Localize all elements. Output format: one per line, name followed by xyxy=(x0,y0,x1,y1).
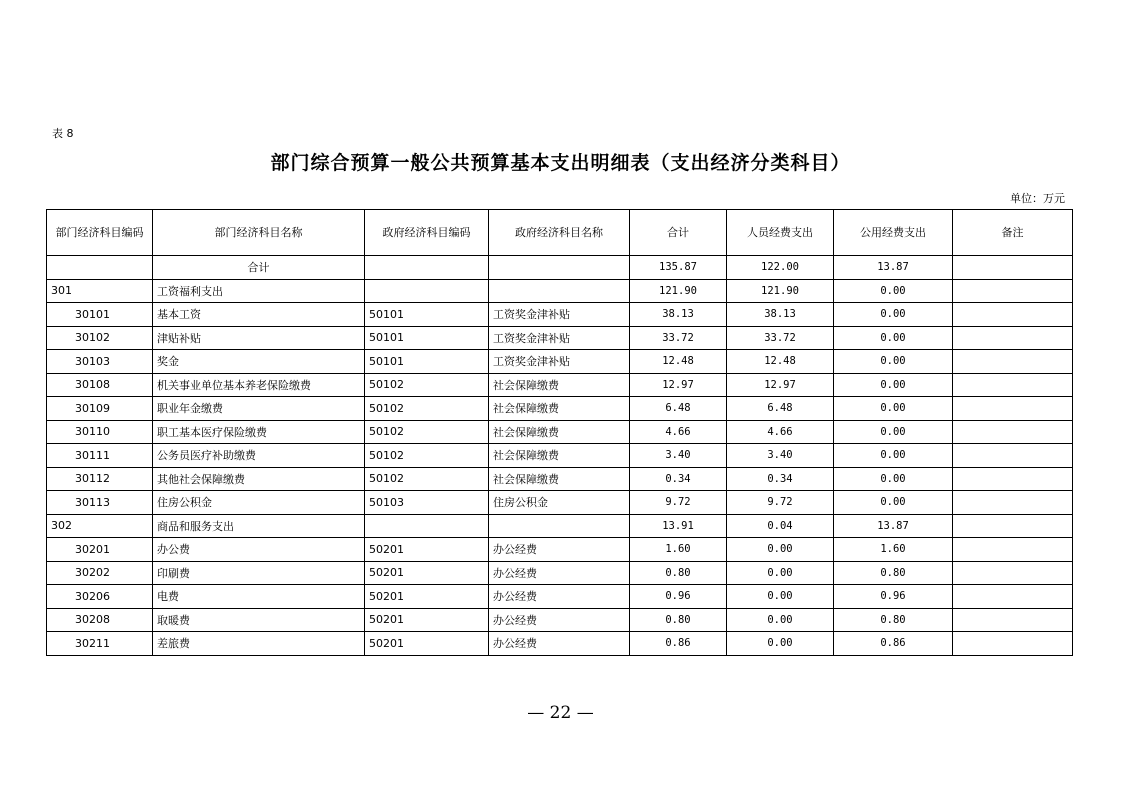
total-cell: 6.48 xyxy=(630,397,727,421)
table-row xyxy=(47,491,1073,515)
total-cell: 38.13 xyxy=(630,303,727,327)
name-cell: 奖金 xyxy=(153,350,365,374)
gov-code-cell: 50201 xyxy=(365,538,489,562)
public-cell: 0.00 xyxy=(834,350,953,374)
note-cell xyxy=(953,373,1073,397)
total-note-cell xyxy=(953,256,1073,280)
gov-name-cell xyxy=(489,279,630,303)
code-cell: 30208 xyxy=(47,608,153,632)
gov-name-cell: 办公经费 xyxy=(489,585,630,609)
note-cell xyxy=(953,467,1073,491)
name-cell: 津贴补贴 xyxy=(153,326,365,350)
note-cell xyxy=(953,397,1073,421)
personnel-cell: 0.04 xyxy=(727,514,834,538)
public-cell: 0.80 xyxy=(834,608,953,632)
gov-name-cell: 社会保障缴费 xyxy=(489,397,630,421)
public-cell: 0.00 xyxy=(834,420,953,444)
note-cell xyxy=(953,444,1073,468)
public-cell: 0.00 xyxy=(834,491,953,515)
table-row xyxy=(47,632,1073,656)
table-row xyxy=(47,420,1073,444)
personnel-cell: 6.48 xyxy=(727,397,834,421)
personnel-cell: 0.00 xyxy=(727,585,834,609)
total-cell: 3.40 xyxy=(630,444,727,468)
total-cell: 0.96 xyxy=(630,585,727,609)
header-cell: 公用经费支出 xyxy=(834,210,953,256)
gov-code-cell: 50103 xyxy=(365,491,489,515)
personnel-cell: 12.97 xyxy=(727,373,834,397)
public-cell: 0.00 xyxy=(834,444,953,468)
header-cell: 政府经济科目名称 xyxy=(489,210,630,256)
gov-name-cell: 社会保障缴费 xyxy=(489,420,630,444)
personnel-cell: 121.90 xyxy=(727,279,834,303)
gov-name-cell: 办公经费 xyxy=(489,538,630,562)
header-cell: 合计 xyxy=(630,210,727,256)
header-cell: 政府经济科目编码 xyxy=(365,210,489,256)
total-cell: 4.66 xyxy=(630,420,727,444)
public-cell: 0.96 xyxy=(834,585,953,609)
total-cell: 0.86 xyxy=(630,632,727,656)
gov-name-cell xyxy=(489,514,630,538)
table-row xyxy=(47,514,1073,538)
code-cell: 30113 xyxy=(47,491,153,515)
note-cell xyxy=(953,420,1073,444)
code-cell: 30211 xyxy=(47,632,153,656)
total-row xyxy=(47,256,1073,280)
gov-name-cell: 工资奖金津补贴 xyxy=(489,326,630,350)
public-cell: 0.00 xyxy=(834,467,953,491)
table-row xyxy=(47,585,1073,609)
header-cell: 人员经费支出 xyxy=(727,210,834,256)
code-cell: 30103 xyxy=(47,350,153,374)
name-cell: 商品和服务支出 xyxy=(153,514,365,538)
page-title: 部门综合预算一般公共预算基本支出明细表（支出经济分类科目） xyxy=(270,152,851,174)
table-row xyxy=(47,444,1073,468)
table-row xyxy=(47,279,1073,303)
code-cell: 30111 xyxy=(47,444,153,468)
note-cell xyxy=(953,632,1073,656)
gov-name-cell: 社会保障缴费 xyxy=(489,467,630,491)
code-cell: 30101 xyxy=(47,303,153,327)
gov-code-cell xyxy=(365,514,489,538)
code-cell: 30102 xyxy=(47,326,153,350)
personnel-cell: 0.00 xyxy=(727,538,834,562)
public-cell: 13.87 xyxy=(834,514,953,538)
gov-code-cell: 50201 xyxy=(365,561,489,585)
personnel-cell: 38.13 xyxy=(727,303,834,327)
name-cell: 其他社会保障缴费 xyxy=(153,467,365,491)
header-cell: 部门经济科目名称 xyxy=(153,210,365,256)
public-cell: 0.86 xyxy=(834,632,953,656)
budget-table xyxy=(46,209,1073,656)
personnel-cell: 0.00 xyxy=(727,561,834,585)
public-cell: 0.00 xyxy=(834,326,953,350)
table-row xyxy=(47,538,1073,562)
gov-name-cell: 社会保障缴费 xyxy=(489,444,630,468)
table-row xyxy=(47,303,1073,327)
gov-name-cell: 办公经费 xyxy=(489,561,630,585)
note-cell xyxy=(953,326,1073,350)
total-cell: 0.80 xyxy=(630,608,727,632)
name-cell: 取暖费 xyxy=(153,608,365,632)
gov-code-cell: 50102 xyxy=(365,373,489,397)
name-cell: 职工基本医疗保险缴费 xyxy=(153,420,365,444)
total-label: 合计 xyxy=(153,256,365,280)
gov-code-cell xyxy=(365,279,489,303)
gov-code-cell: 50201 xyxy=(365,608,489,632)
note-cell xyxy=(953,514,1073,538)
public-cell: 1.60 xyxy=(834,538,953,562)
gov-code-cell: 50101 xyxy=(365,303,489,327)
name-cell: 公务员医疗补助缴费 xyxy=(153,444,365,468)
public-cell: 0.00 xyxy=(834,373,953,397)
gov-code-cell: 50102 xyxy=(365,420,489,444)
name-cell: 办公费 xyxy=(153,538,365,562)
total-personnel: 122.00 xyxy=(727,256,834,280)
total-cell: 12.97 xyxy=(630,373,727,397)
note-cell xyxy=(953,279,1073,303)
gov-code-cell: 50201 xyxy=(365,585,489,609)
table-row xyxy=(47,561,1073,585)
total-cell: 9.72 xyxy=(630,491,727,515)
gov-code-cell: 50101 xyxy=(365,326,489,350)
gov-name-cell: 工资奖金津补贴 xyxy=(489,303,630,327)
unit-label: 单位：万元 xyxy=(1010,192,1065,205)
total-cell: 0.80 xyxy=(630,561,727,585)
name-cell: 印刷费 xyxy=(153,561,365,585)
code-cell: 30108 xyxy=(47,373,153,397)
total-amount: 135.87 xyxy=(630,256,727,280)
name-cell: 电费 xyxy=(153,585,365,609)
code-cell: 30206 xyxy=(47,585,153,609)
code-cell: 30109 xyxy=(47,397,153,421)
personnel-cell: 9.72 xyxy=(727,491,834,515)
code-cell: 30110 xyxy=(47,420,153,444)
total-code-cell xyxy=(47,256,153,280)
total-cell: 13.91 xyxy=(630,514,727,538)
note-cell xyxy=(953,585,1073,609)
gov-code-cell: 50102 xyxy=(365,467,489,491)
total-cell: 121.90 xyxy=(630,279,727,303)
note-cell xyxy=(953,303,1073,327)
code-cell: 301 xyxy=(47,279,153,303)
gov-name-cell: 社会保障缴费 xyxy=(489,373,630,397)
total-cell: 12.48 xyxy=(630,350,727,374)
gov-name-cell: 办公经费 xyxy=(489,608,630,632)
gov-code-cell: 50101 xyxy=(365,350,489,374)
name-cell: 职业年金缴费 xyxy=(153,397,365,421)
personnel-cell: 12.48 xyxy=(727,350,834,374)
total-cell: 0.34 xyxy=(630,467,727,491)
name-cell: 机关事业单位基本养老保险缴费 xyxy=(153,373,365,397)
table-row xyxy=(47,326,1073,350)
code-cell: 30202 xyxy=(47,561,153,585)
total-gov-code-cell xyxy=(365,256,489,280)
total-cell: 33.72 xyxy=(630,326,727,350)
page-number: — 22 — xyxy=(527,703,594,723)
personnel-cell: 33.72 xyxy=(727,326,834,350)
table-label: 表 8 xyxy=(52,127,74,140)
total-gov-name-cell xyxy=(489,256,630,280)
note-cell xyxy=(953,491,1073,515)
total-cell: 1.60 xyxy=(630,538,727,562)
table-row xyxy=(47,467,1073,491)
note-cell xyxy=(953,561,1073,585)
name-cell: 差旅费 xyxy=(153,632,365,656)
header-row xyxy=(47,210,1073,256)
table-row xyxy=(47,397,1073,421)
gov-code-cell: 50201 xyxy=(365,632,489,656)
name-cell: 住房公积金 xyxy=(153,491,365,515)
gov-name-cell: 办公经费 xyxy=(489,632,630,656)
public-cell: 0.00 xyxy=(834,279,953,303)
gov-name-cell: 住房公积金 xyxy=(489,491,630,515)
public-cell: 0.00 xyxy=(834,397,953,421)
name-cell: 基本工资 xyxy=(153,303,365,327)
gov-code-cell: 50102 xyxy=(365,444,489,468)
personnel-cell: 0.00 xyxy=(727,608,834,632)
code-cell: 30201 xyxy=(47,538,153,562)
personnel-cell: 0.34 xyxy=(727,467,834,491)
header-cell: 备注 xyxy=(953,210,1073,256)
note-cell xyxy=(953,608,1073,632)
header-cell: 部门经济科目编码 xyxy=(47,210,153,256)
table-row xyxy=(47,608,1073,632)
note-cell xyxy=(953,350,1073,374)
gov-name-cell: 工资奖金津补贴 xyxy=(489,350,630,374)
personnel-cell: 4.66 xyxy=(727,420,834,444)
public-cell: 0.00 xyxy=(834,303,953,327)
table-row xyxy=(47,373,1073,397)
personnel-cell: 0.00 xyxy=(727,632,834,656)
table-row xyxy=(47,350,1073,374)
total-public: 13.87 xyxy=(834,256,953,280)
note-cell xyxy=(953,538,1073,562)
code-cell: 30112 xyxy=(47,467,153,491)
name-cell: 工资福利支出 xyxy=(153,279,365,303)
gov-code-cell: 50102 xyxy=(365,397,489,421)
code-cell: 302 xyxy=(47,514,153,538)
personnel-cell: 3.40 xyxy=(727,444,834,468)
public-cell: 0.80 xyxy=(834,561,953,585)
